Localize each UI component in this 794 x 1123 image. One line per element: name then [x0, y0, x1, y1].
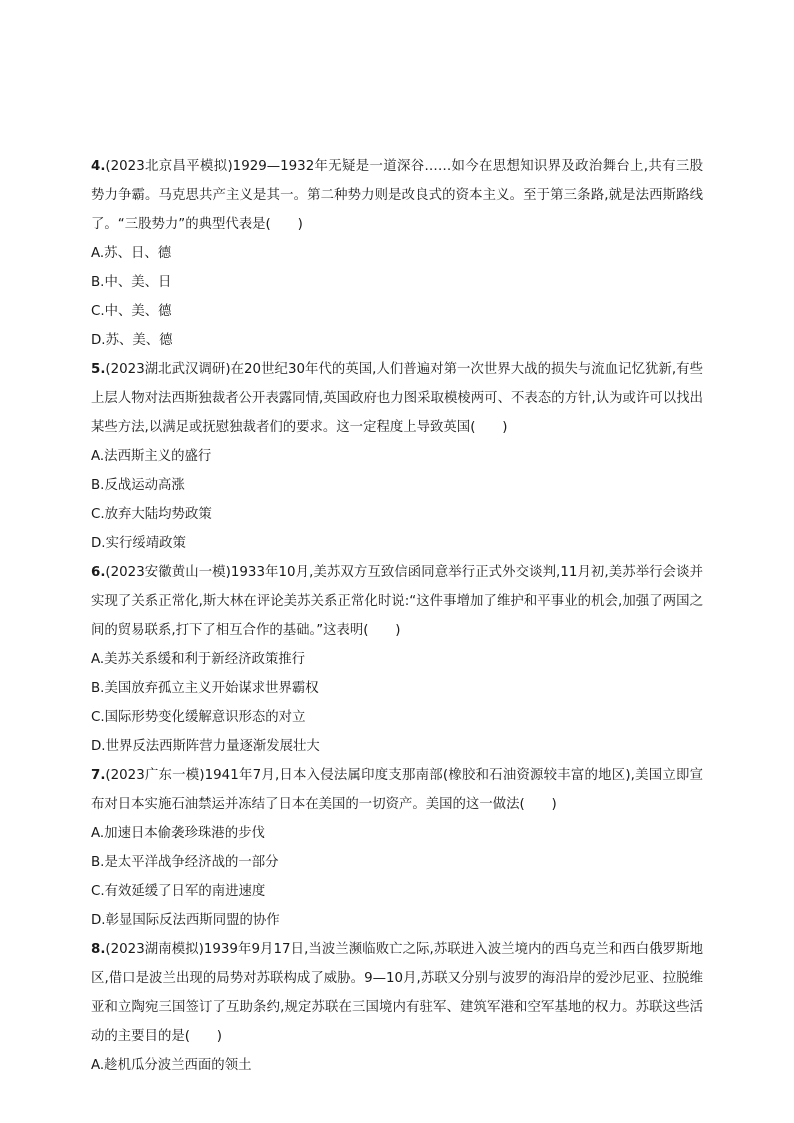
option-b: B.反战运动高涨 — [91, 478, 185, 493]
option-d: D.彰显国际反法西斯同盟的协作 — [91, 913, 280, 928]
question-stem — [91, 935, 703, 1051]
question-number: 5. — [91, 362, 106, 377]
option-d: D.苏、美、德 — [91, 333, 173, 348]
question-number: 8. — [91, 942, 106, 957]
option-a: A.苏、日、德 — [91, 246, 172, 261]
option-d: D.实行绥靖政策 — [91, 536, 186, 551]
option-d: D.世界反法西斯阵营力量逐渐发展壮大 — [91, 739, 320, 754]
option-c: C.国际形势变化缓解意识形态的对立 — [91, 710, 306, 725]
question-number: 7. — [91, 768, 106, 783]
question-stem — [91, 761, 703, 819]
question-text: (2023湖南模拟)1939年9月17日,当波兰濒临败亡之际,苏联进入波兰境内的西乌克兰和西白俄罗斯地区,借口是波兰出现的局势对苏联构成了威胁。9—10月,苏联又分别与波罗的海沿岸的爱沙尼亚、拉脱维亚和立陶宛三国签订了互助条约,规定苏联在三国境内有驻军、建筑军港和空军基地的权力。苏联这些活动的主要目的是( ) — [91, 942, 703, 1044]
option-c: C.放弃大陆均势政策 — [91, 507, 212, 522]
option-a: A.法西斯主义的盛行 — [91, 449, 212, 464]
document-page — [91, 152, 703, 1080]
question-5 — [91, 355, 703, 558]
question-text: (2023安徽黄山一模)1933年10月,美苏双方互致信函同意举行正式外交谈判,11月初,美苏举行会谈并实现了关系正常化,斯大林在评论美苏关系正常化时说:“这件事增加了维护和平事业的机会,加强了两国之间的贸易联系,打下了相互合作的基础。”这表明( ) — [91, 565, 703, 638]
option-a: A.美苏关系缓和利于新经济政策推行 — [91, 652, 306, 667]
option-b: B.中、美、日 — [91, 275, 172, 290]
option-a: A.加速日本偷袭珍珠港的步伐 — [91, 826, 265, 841]
question-text: (2023北京昌平模拟)1929—1932年无疑是一道深谷……如今在思想知识界及政治舞台上,共有三股势力争霸。马克思共产主义是其一。第二种势力则是改良式的资本主义。至于第三条路,就是法西斯路线了。“三股势力”的典型代表是( ) — [91, 159, 703, 232]
option-b: B.是太平洋战争经济战的一部分 — [91, 855, 279, 870]
question-stem — [91, 152, 703, 239]
question-text: (2023广东一模)1941年7月,日本入侵法属印度支那南部(橡胶和石油资源较丰富的地区),美国立即宣布对日本实施石油禁运并冻结了日本在美国的一切资产。美国的这一做法( ) — [91, 768, 703, 812]
question-4 — [91, 152, 703, 355]
question-text: (2023湖北武汉调研)在20世纪30年代的英国,人们普遍对第一次世界大战的损失与流血记忆犹新,有些上层人物对法西斯独裁者公开表露同情,英国政府也力图采取模棱两可、不表态的方针,认为或许可以找出某些方法,以满足或抚慰独裁者们的要求。这一定程度上导致英国( ) — [91, 362, 703, 435]
option-c: C.有效延缓了日军的南进速度 — [91, 884, 266, 899]
option-a: A.趁机瓜分波兰西面的领土 — [91, 1058, 252, 1073]
question-number: 6. — [91, 565, 106, 580]
question-7 — [91, 761, 703, 935]
question-stem — [91, 355, 703, 442]
option-c: C.中、美、德 — [91, 304, 172, 319]
question-stem — [91, 558, 703, 645]
option-b: B.美国放弃孤立主义开始谋求世界霸权 — [91, 681, 319, 696]
question-number: 4. — [91, 159, 106, 174]
question-8 — [91, 935, 703, 1080]
question-6 — [91, 558, 703, 761]
